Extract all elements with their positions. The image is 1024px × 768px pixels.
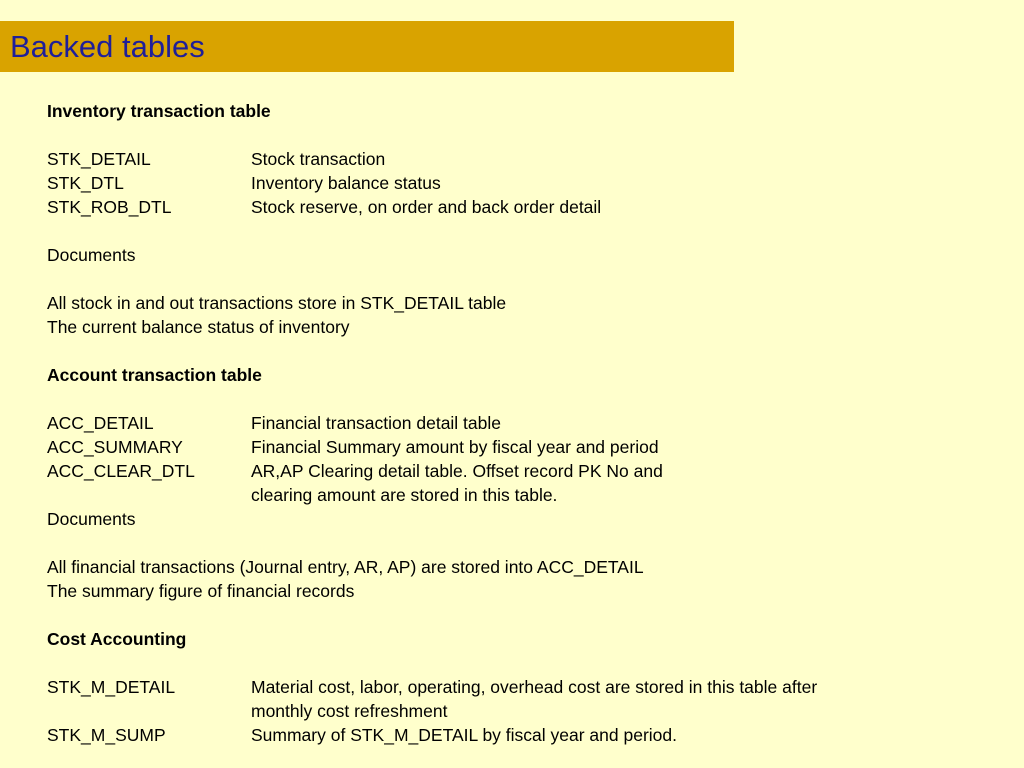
spacer	[47, 387, 1007, 411]
table-description: Inventory balance status	[251, 173, 441, 193]
table-code: STK_M_DETAIL	[47, 677, 176, 697]
table-code: STK_DTL	[47, 173, 124, 193]
spacer	[47, 531, 1007, 555]
spacer	[47, 219, 1007, 243]
table-description: Financial Summary amount by fiscal year and period	[251, 437, 659, 457]
note-line: All financial transactions (Journal entry, AR, AP) are stored into ACC_DETAIL	[47, 557, 644, 577]
slide-content	[47, 99, 1007, 747]
note-line: The current balance status of inventory	[47, 317, 350, 337]
table-code: STK_DETAIL	[47, 149, 151, 169]
cost-heading: Cost Accounting	[47, 629, 187, 649]
documents-label: Documents	[47, 509, 136, 529]
table-row	[47, 723, 1007, 747]
table-row	[47, 195, 1007, 219]
table-row-continuation	[47, 483, 1007, 507]
table-row	[47, 171, 1007, 195]
table-description-continued: monthly cost refreshment	[251, 701, 448, 721]
table-description: AR,AP Clearing detail table. Offset record PK No and	[251, 461, 663, 481]
documents-label: Documents	[47, 245, 136, 265]
spacer	[47, 123, 1007, 147]
note-line: The summary figure of financial records	[47, 581, 355, 601]
spacer	[47, 651, 1007, 675]
table-row-continuation	[47, 699, 1007, 723]
table-description: Stock reserve, on order and back order detail	[251, 197, 602, 217]
table-description: Material cost, labor, operating, overhead cost are stored in this table after	[251, 677, 818, 697]
table-row	[47, 459, 1007, 483]
spacer	[47, 339, 1007, 363]
inventory-heading: Inventory transaction table	[47, 101, 271, 121]
table-description-continued: clearing amount are stored in this table.	[251, 485, 558, 505]
table-row	[47, 675, 1007, 699]
table-code: ACC_SUMMARY	[47, 437, 183, 457]
account-heading: Account transaction table	[47, 365, 262, 385]
page-title: Backed tables	[10, 29, 205, 64]
table-code: STK_ROB_DTL	[47, 197, 172, 217]
title-bar	[0, 21, 734, 72]
table-description: Financial transaction detail table	[251, 413, 502, 433]
table-description: Summary of STK_M_DETAIL by fiscal year and period.	[251, 725, 677, 745]
table-row	[47, 411, 1007, 435]
note-line: All stock in and out transactions store in STK_DETAIL table	[47, 293, 507, 313]
table-row	[47, 147, 1007, 171]
table-row	[47, 435, 1007, 459]
table-code: ACC_CLEAR_DTL	[47, 461, 195, 481]
table-code: ACC_DETAIL	[47, 413, 154, 433]
table-code: STK_M_SUMP	[47, 725, 166, 745]
spacer	[47, 267, 1007, 291]
table-description: Stock transaction	[251, 149, 386, 169]
spacer	[47, 603, 1007, 627]
